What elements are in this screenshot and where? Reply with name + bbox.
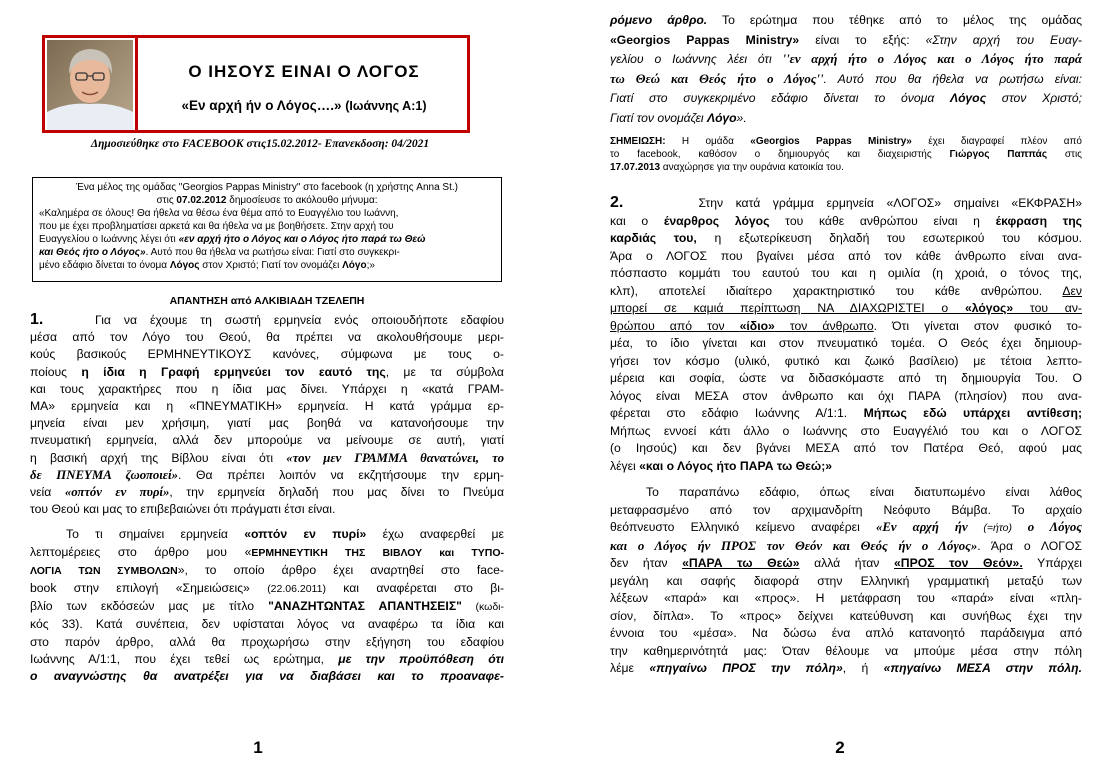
left-body xyxy=(30,311,504,685)
text-line: την καθημερινότητά μας: Όταν θέλουμε να μπούμε μέσα στην πόλη xyxy=(610,643,1082,658)
text-line: Το παραπάνω εδάφιο, όπως είναι διατυπωμένο είναι λάθος xyxy=(646,485,1082,499)
text-line: νεία «οπτόν εν πυρί», την ερμηνεία δηλαδή που μας δίνει το Πνεύμα xyxy=(30,485,504,500)
page-subtitle: «Εν αρχή ήν ο Λόγος….» (Ιωάννης Α:1) xyxy=(181,98,427,113)
text-line: μέρεια και σοφία, ώστε να διδασκόμαστε από τη δημιουργία Του. Ο xyxy=(610,371,1082,385)
text-line: μέα, το ίδιο γίνεται και στον πνευματικό τομέα. Ο Θεός έχει δημιουρ- xyxy=(610,336,1082,350)
text-line: και τους χαρακτήρες που η ίδια μας δίνει. Υπάρχει η «κατά ΓΡΑΜ- xyxy=(30,381,504,396)
text-line: και ο έναρθρος λόγος του κάθε ανθρώπου είναι η έκφραση της xyxy=(610,213,1083,228)
text-line: πνευματική ερμηνεία, αλλά δεν μπορούμε να μείνουμε σε αυτή, γιατί xyxy=(30,433,504,448)
text-line: βλίο των εκδόσεών μας με τίτλο "ΑΝΑΖΗΤΩΝΤΑΣ ΑΠΑΝΤΗΣΕΙΣ" (κωδι- xyxy=(30,599,504,614)
text-line: ΛΟΓΙΑ ΤΩΝ ΣΥΜΒΟΛΩΝ», το οποίο άρθρο έχει αναρτηθεί στο face- xyxy=(30,562,504,577)
text-line: τω Θεώ και Θεός ήτο ο Λόγος''. Αυτό που θα ήθελα να ρωτήσω είναι: xyxy=(610,71,1082,86)
question-box xyxy=(32,177,502,282)
notebox-line: Ευαγγελίου ο Ιωάννης λέγει ότι «εν αρχή ήτο ο Λόγος και ο Λόγος ήτο παρά τω Θεώ xyxy=(39,234,426,245)
text-line: δεν ήταν «ΠΑΡΑ τω Θεώ» αλλά ήταν «ΠΡΟΣ τον Θεόν». Υπάρχει xyxy=(610,556,1082,570)
text-line: λέξεων «παρά» και «προς». Η μετάφραση του «παρά» είναι «πλη- xyxy=(610,591,1082,605)
text-line: κλπ), αποτελεί ιδιαίτερο χαρακτηριστικό του κάθε ανθρώπου. Δεν xyxy=(610,283,1082,298)
text-line: λέγει «και ο Λόγος ήτο ΠΑΡΑ τω Θεώ;» xyxy=(610,458,833,473)
page-number: 1 xyxy=(253,738,263,757)
author-photo xyxy=(47,40,133,130)
text-line: πόσπαστο κομμάτι του εαυτού του και η ομιλία (η χροιά, ο τόνος της, xyxy=(610,266,1082,280)
text-line: γήσει τον κόσμο (υλικό, φυτικό και ζωικό βασίλειο) με τέτοια λεπτο- xyxy=(610,353,1082,368)
text-line: το facebook, καθόσον ο δημιουργός και διαχειριστής Γιώργος Παππάς στις xyxy=(610,149,1082,161)
text-line: δε ΠΝΕΥΜΑ ζωοποιεί». Θα πρέπει λοιπόν να εκζητήσουμε την ερμη- xyxy=(30,467,504,482)
text-line: στο παρόν άρθρο, αλλά θα προχωρήσω στην εξήγηση του εδαφίου xyxy=(30,634,504,649)
text-line: λόγος είναι ΜΕΣΑ στον άνθρωπο και όχι ΠΑΡΑ (πλησίον) που ανα- xyxy=(610,388,1082,403)
text-line: γελίου ο Ιωάννης λέει ότι ''εν αρχή ήτο ο Λόγος και ο Λόγος ήτο παρά xyxy=(610,52,1082,67)
text-line: 2. Στην κατά γράμμα ερμηνεία «ΛΟΓΟΣ» σημαίνει «ΕΚΦΡΑΣΗ» xyxy=(610,194,1082,211)
text-line: λέμε «πηγαίνω ΠΡΟΣ την πόλη», ή «πηγαίνω ΜΕΣΑ στην πόλη. xyxy=(610,661,1083,675)
text-line: 17.07.2013 αναχώρησε για την ουράνια κατοικία του. xyxy=(610,162,844,174)
text-line: καρδιάς του, η εξωτερίκευση δηλαδή του εσωτερικού του κόσμου. xyxy=(610,231,1082,245)
text-line: ο αναγνώστης θα ανατρέξει για να διαβάσει και το προαναφε- xyxy=(30,669,504,684)
text-line: και ο Λόγος ήν ΠΡΟΣ τον Θεόν και Θεός ήν ο Λόγος». Άρα ο ΛΟΓΟΣ xyxy=(610,538,1082,553)
title-divider xyxy=(135,38,138,130)
text-line: Ιωάννης Α/1:1, που έχει τεθεί ως ερώτημα, με την προϋπόθεση ότι xyxy=(30,651,505,666)
title-box xyxy=(42,35,470,133)
text-line: η βασική αρχή της Βίβλου είναι ότι «τον μεν ΓΡΑΜΜΑ θανατώνει, το xyxy=(30,450,504,465)
publication-line: Δημοσιεύθηκε στο FACEBOOK στις15.02.2012- Επανεκδοση: 04/2021 xyxy=(90,138,430,150)
text-line: Το τι σημαίνει ερμηνεία «οπτόν εν πυρί» έχω αναφερθεί με xyxy=(66,527,504,542)
text-line: ΣΗΜΕΙΩΣΗ: Η ομάδα «Georgios Pappas Ministry» έχει διαγραφεί πλέον από xyxy=(610,136,1082,147)
text-line: του Θεού και μας το επιβεβαιώνει ότι πράγματι έτσι είναι. xyxy=(30,502,336,517)
text-line: φέρεται στο εδάφιο Ιωάννης Α/1:1. Μήπως εδώ υπάρχει αντίθεση; xyxy=(610,406,1083,420)
page-title: Ο ΙΗΣΟΥΣ ΕΙΝΑΙ Ο ΛΟΓΟΣ xyxy=(188,62,420,81)
text-line: σίον, δίπλα». Το «προς» δείχνει κατεύθυνση και συνήθως έχει την xyxy=(610,608,1082,623)
text-line: μπορεί σε καμιά περίπτωση ΝΑ ΔΙΑΧΩΡΙΣΤΕΙ ο «λόγος» του αν- xyxy=(610,301,1082,315)
page-number: 2 xyxy=(835,738,845,757)
text-line: κός 33). Κατά συνέπεια, δεν υφίσταται λόγος να αναφέρω τα ίδια και xyxy=(30,617,504,632)
text-line: μεγάλη και σαφής διαφορά στην Ελληνική γραμματική μεταξύ των xyxy=(610,573,1082,588)
text-line: ρόμενο άρθρο. Το ερώτημα που τέθηκε από το μέλος της ομάδας xyxy=(610,13,1082,27)
text-line: μέσα από τον Λόγο του Θεού, θα πρέπει να ακολουθήσουμε μερι- xyxy=(30,330,504,345)
text-line: έννοια του «μέσα». Να δώσω ένα απλό κατανοητό παράδειγμα από xyxy=(610,626,1082,640)
text-line: ποίους η ίδια η Γραφή ερμηνεύει τον εαυτό της, με τα σύμβολα xyxy=(30,364,504,379)
text-line: Γιατί στο συγκεκριμένο εδάφιο δίνεται το όνομα Λόγος στον Χριστό; xyxy=(610,91,1082,106)
deletion-note xyxy=(610,135,1082,175)
text-line: θρώπου από τον «ίδιο» τον άνθρωπο. Ότι γίνεται στον φυσικό το- xyxy=(610,318,1082,333)
notebox-line: που με έχει προβληματίσει αρκετά και θα ήθελα να με βοηθήσετε. Στην αρχή του xyxy=(39,221,394,232)
text-line: book στην επιλογή «Σημειώσεις» (22.06.2011) και αναφέρεται στο βι- xyxy=(30,581,505,596)
right-page xyxy=(551,0,1102,766)
text-line: θεόπνευστο Ελληνικό κείμενο αναφέρει «Εν αρχή ήν (=ήτο) ο Λόγος xyxy=(610,520,1082,534)
author-portrait-icon xyxy=(47,40,133,130)
notebox-line: «Καλημέρα σε όλους! Θα ήθελα να θέσω ένα θέμα από το Ευαγγέλιο του Ιωάννη, xyxy=(39,208,399,219)
text-line: Άρα ο ΛΟΓΟΣ που βγαίνει μέσα από τον κάθε άνθρωπο είναι ανα- xyxy=(610,248,1082,263)
text-line: «Georgios Pappas Ministry» είναι το εξής: «Στην αρχή του Ευαγ- xyxy=(610,32,1082,47)
text-line: κούς βασικούς ΕΡΜΗΝΕΥΤΙΚΟΥΣ κανόνες, σύμφωνα με τους ο- xyxy=(30,347,504,362)
text-line: ΜΑ» ερμηνεία και η «ΠΝΕΥΜΑΤΙΚΗ» ερμηνεία. Η κατά γράμμα ερ- xyxy=(30,399,504,414)
notebox-line: στις 07.02.2012 δημοσίευσε το ακόλουθο μήνυμα: xyxy=(156,195,378,206)
notebox-line: μένο εδάφιο δίνεται το όνομα Λόγος στον Χριστό; Γιατί τον ονομάζει Λόγο;» xyxy=(39,260,375,271)
notebox-line: Ένα μέλος της ομάδας "Georgios Pappas Ministry" στο facebook (η χρήστης Anna St.) xyxy=(76,182,458,193)
notebox-line: και Θεός ήτο ο Λόγος». Αυτό που θα ήθελα να ρωτήσω είναι: Γιατί στο συγκεκρι- xyxy=(39,247,400,258)
right-body-top xyxy=(610,11,1082,129)
text-line: Μήπως εννοεί κάτι άλλο ο Ιωάννης στο Ευαγγέλιό του και ο ΛΟΓΟΣ xyxy=(610,423,1082,438)
text-line: λεπτομέρειες στο άρθρο μου «ΕΡΜΗΝΕΥΤΙΚΗ ΤΗΣ ΒΙΒΛΟΥ και ΤΥΠΟ- xyxy=(30,544,504,559)
text-line: (ο Ιησούς) και δεν βγάνει ΜΕΣΑ από τον Πατέρα Θεό, αφού μας xyxy=(610,441,1082,455)
right-body xyxy=(610,194,1082,678)
text-line: μηνεία είναι μεν χρήσιμη, γιατί μας βοηθά να κατανοήσουμε την xyxy=(30,416,504,431)
text-line: 1. Για να έχουμε τη σωστή ερμηνεία ενός οποιουδήποτε εδαφίου xyxy=(30,311,504,328)
answer-heading: ΑΠΑΝΤΗΣΗ από ΑΛΚΙΒΙΑΔΗ ΤΖΕΛΕΠΗ xyxy=(169,295,365,307)
text-line: μεταφρασμένο από τον αρχιμανδρίτη Νεόφυτο Βάμβα. Το αρχαίο xyxy=(610,502,1082,517)
text-line: Γιατί τον ονομάζει Λόγο». xyxy=(610,110,747,125)
